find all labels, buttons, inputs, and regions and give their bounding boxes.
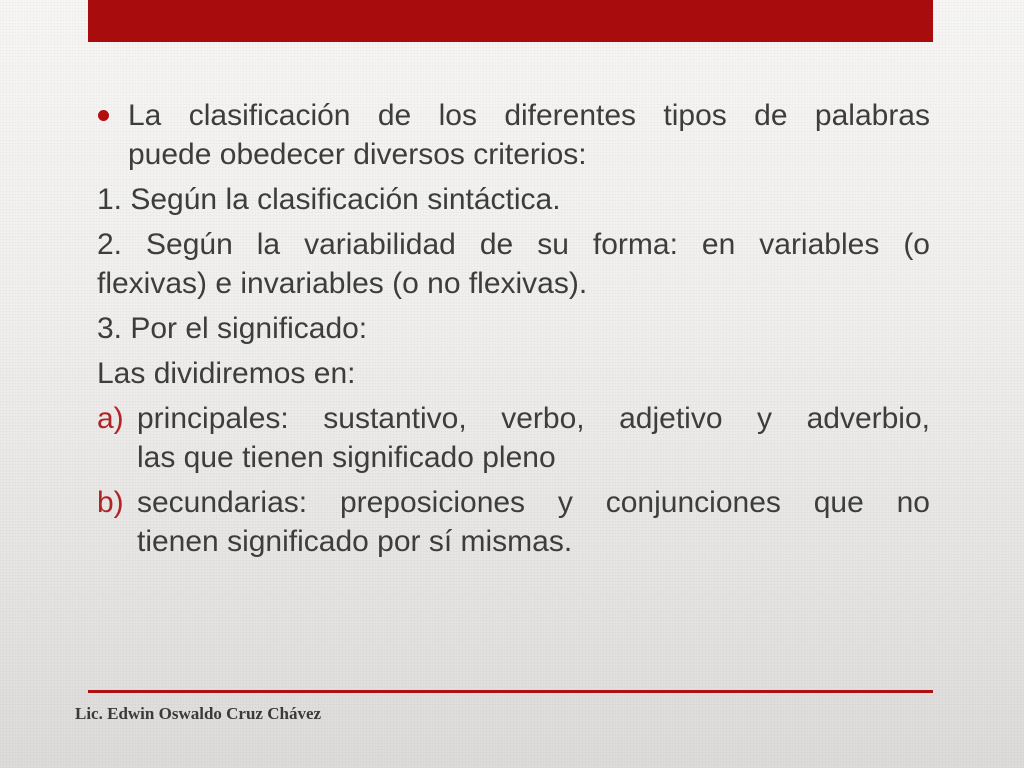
text-line: 1. Según la clasificación sintáctica.	[97, 183, 561, 216]
bullet-item	[88, 96, 930, 174]
text-line: Las dividiremos en:	[97, 357, 356, 390]
slide-body	[88, 96, 930, 567]
bullet-dot-icon	[98, 110, 109, 121]
text-line: principales: sustantivo, verbo, adjetivo y adverbio,	[137, 402, 930, 435]
bullet-text-line: La clasificación de los diferentes tipos de palabras	[128, 99, 930, 132]
footer-author-credit: Lic. Edwin Oswaldo Cruz Chávez	[75, 704, 322, 723]
footer-divider-line	[88, 690, 933, 693]
text-line: 3. Por el significado:	[97, 312, 368, 345]
bullet-text-line: puede obedecer diversos criterios:	[128, 138, 587, 171]
text-line: tienen significado por sí mismas.	[137, 525, 573, 558]
text-line: las que tienen significado pleno	[137, 441, 556, 474]
numbered-item-3	[88, 309, 930, 348]
text-line: 2. Según la variabilidad de su forma: en variables (o	[97, 228, 930, 261]
text-line: flexivas) e invariables (o no flexivas).	[97, 267, 588, 300]
list-marker-b: b)	[97, 486, 124, 519]
text-line: secundarias: preposiciones y conjunciones que no	[137, 486, 930, 519]
lettered-item-b	[88, 483, 930, 561]
list-marker-a: a)	[97, 402, 124, 435]
lettered-item-a	[88, 399, 930, 477]
intro-line	[88, 354, 930, 393]
numbered-item-2	[88, 225, 930, 303]
top-accent-bar	[88, 0, 933, 42]
numbered-item-1	[88, 180, 930, 219]
